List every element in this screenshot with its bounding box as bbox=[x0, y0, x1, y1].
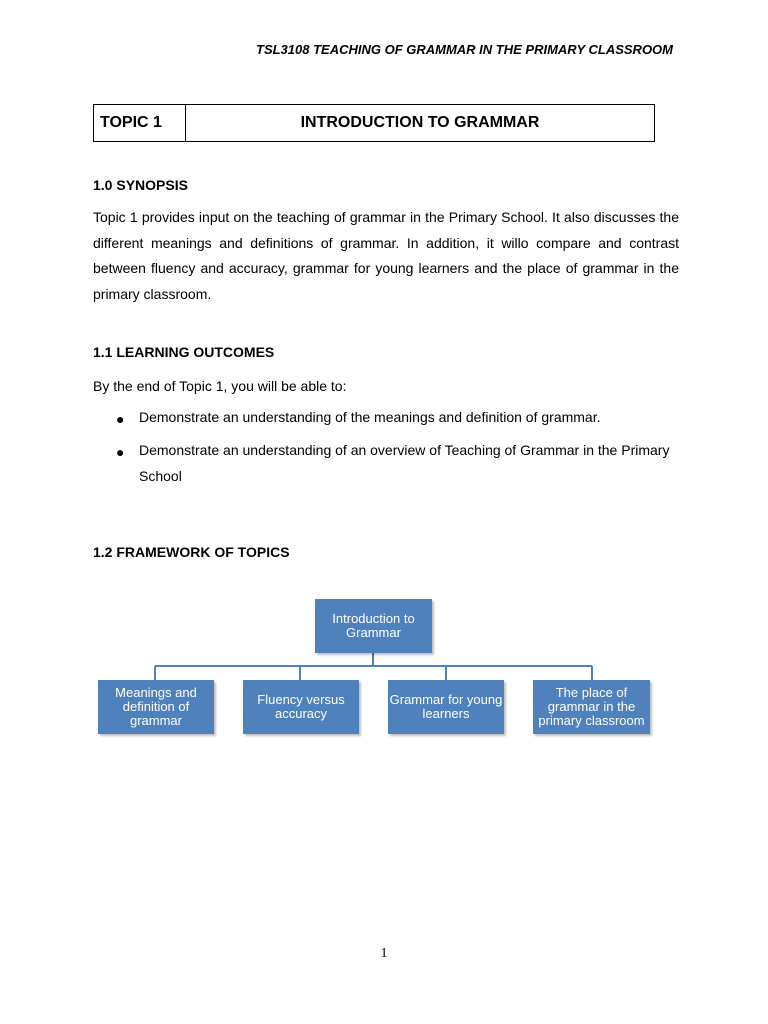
framework-child-node: Fluency versus accuracy bbox=[243, 680, 359, 734]
page-number: 1 bbox=[380, 946, 388, 961]
framework-child-node: The place of grammar in the primary classroom bbox=[533, 680, 650, 734]
outcome-item: Demonstrate an understanding of an overview of Teaching of Grammar in the Primary School bbox=[139, 442, 670, 484]
outcome-item: Demonstrate an understanding of the meanings and definition of grammar. bbox=[139, 409, 601, 425]
topic-number: TOPIC 1 bbox=[94, 105, 186, 141]
topic-title: INTRODUCTION TO GRAMMAR bbox=[300, 114, 540, 131]
learning-outcomes-heading: 1.1 LEARNING OUTCOMES bbox=[93, 344, 275, 360]
framework-child-node: Meanings and definition of grammar bbox=[98, 680, 214, 734]
synopsis-text: Topic 1 provides input on the teaching of grammar in the Primary School. It also discusses the different meanings and definitions of grammar. In addition, it willo compare and contrast between fluency and accuracy, grammar for young learners and the place of grammar in the primary classroom. bbox=[93, 209, 679, 302]
outcomes-intro: By the end of Topic 1, you will be able to: bbox=[93, 378, 347, 394]
bullet-icon: ● bbox=[116, 411, 125, 427]
framework-heading: 1.2 FRAMEWORK OF TOPICS bbox=[93, 544, 290, 560]
framework-child-node: Grammar for young learners bbox=[388, 680, 504, 734]
synopsis-heading: 1.0 SYNOPSIS bbox=[93, 177, 188, 193]
running-header: TSL3108 TEACHING OF GRAMMAR IN THE PRIMARY CLASSROOM bbox=[256, 42, 673, 57]
bullet-icon: ● bbox=[116, 444, 125, 460]
framework-root-node: Introduction to Grammar bbox=[315, 599, 432, 653]
